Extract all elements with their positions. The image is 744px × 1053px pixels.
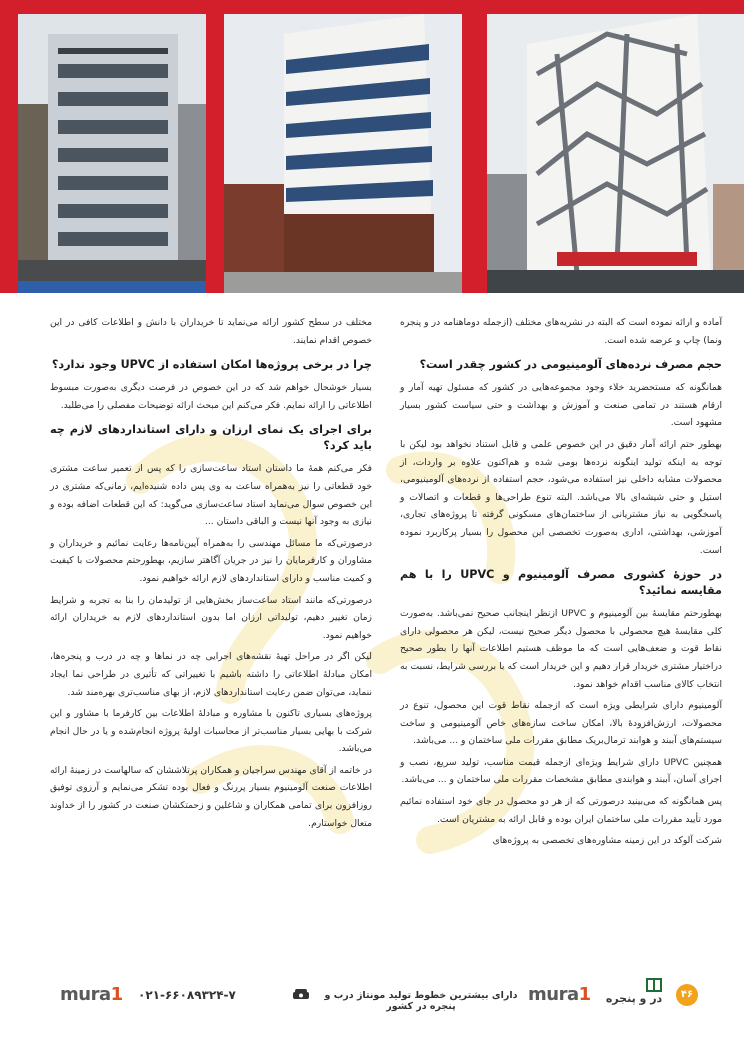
magazine-name: در و پنجره [605,992,663,1005]
paragraph: پس همانگونه که می‌بینید درصورتی که از هر دو محصول در جای خود استفاده نمائیم مورد تأیید مقررات ملی ساختمان ایران بوده و قابل ارائه به مشتریان است. [400,796,722,825]
magazine-logo [600,976,670,1010]
building-photo-2 [224,14,462,293]
murat-logo-right: mura1 [528,984,591,1005]
page-number-badge: ۴۶ [676,984,698,1006]
page-footer [0,982,744,1012]
paragraph: بهطورحتم مقایسۀ بین آلومینیوم و UPVC ازنظر اینجانب صحیح نمی‌باشد. به‌صورت کلی مقایسۀ هیچ محصولی با محصول دیگر صحیح نیست، لیکن هر محصولی دارای نقاط قوت و ضعف‌هایی است که ما موظف هستیم اطلاعات آنها را بطور صحیح دراختیار مشتری خریدار قرار دهیم و این خریدار است که با بررسی شرایط، نسبت به انتخاب کالای مناسب اقدام خواهد نمود. [400,608,722,690]
paragraph: آلومینیوم دارای شرایطی ویژه است که ازجمله نقاط قوت این محصول، تنوع در محصولات، ارزش‌افزودۀ بالا، امکان ساخت سازه‌های خاص آلومینیومی و ساخت سیستم‌های آببند و هوابند ترمال‌بریک مطابق مقررات ملی ساختمان و ... می‌باشد. [400,700,722,747]
paragraph: مختلف در سطح کشور ارائه می‌نماید تا خریداران با دانش و اطلاعات کافی در این خصوص اقدام نمایند. [50,317,372,346]
footer-slogan: دارای بیشترین خطوط تولید مونتاژ درب و پنجره در کشور [324,990,518,1012]
paragraph: درصورتی‌که مانند استاد ساعت‌ساز بخش‌هایی از تولیدمان را بنا به تجربه و شرایط زمان تغییر دهیم، تولیداتی ارزان اما بدون استانداردهای لازم به خریداران ارائه خواهیم نمود. [50,594,372,641]
phone-icon [292,988,310,1003]
article-column-right [400,314,722,854]
paragraph: درصورتی‌که ما مسائل مهندسی را به‌همراه آیین‌نامه‌ها رعایت نمائیم و خریداران و مشاوران و کارفرمایان را نیز در جریان آگاهتر سازیم، بهطورحتم محصولات با کیفیت و کمیت مناسب و دارای استانداردهای لازم ارائه خواهیم نمود. [50,537,372,584]
paragraph: شرکت آلوکد در این زمینه مشاوره‌های تخصصی به پروژه‌های [492,835,722,847]
section-heading: برای اجرای یک نمای ارزان و دارای استانداردهای لازم چه باید کرد؟ [50,423,372,453]
section-heading: حجم مصرف نرده‌های آلومینیومی در کشور چقدر است؟ [419,358,722,372]
paragraph: آماده و ارائه نموده است که البته در نشریه‌های مختلف (ازجمله دوماهنامه در و پنجره ونما) چاپ و عرضه شده است. [400,317,722,346]
murat-logo-left: mura1 [60,984,123,1005]
paragraph: لیکن اگر در مراحل تهیۀ نقشه‌های اجرایی چه در نماها و چه در درب و پنجره‌ها، امکان مبادلۀ اطلاعاتی را داشته باشیم با تغییراتی که تأثیری در طراحی نما ایجاد ننماید، می‌توان ضمن رعایت استانداردهای لازم، از بهای مناسب‌تری بهره‌مند شد. [50,651,372,698]
section-heading: در حوزۀ کشوری مصرف آلومینیوم و UPVC را با هم مقایسه نمائید؟ [400,568,722,598]
section-heading: چرا در برخی پروژه‌ها امکان استفاده از UPVC وجود ندارد؟ [51,358,372,372]
paragraph: همچنین UPVC دارای شرایط ویژه‌ای ازجمله قیمت مناسب، تولید سریع، نصب و اجرای آسان، آببند و هوابندی مطابق مشخصات مقررات ملی ساختمان و ... می‌باشد. [400,756,722,786]
paragraph: فکر می‌کنم همۀ ما داستان استاد ساعت‌سازی را که پس از تعمیر ساعت مشتری خود قطعاتی را نیز به‌همراه ساعت به وی پس داده شنیده‌ایم، زمانی‌که مشتری در این خصوص سوال می‌نماید استاد ساعت‌سازی می‌گوید: که این قطعات اضافه بوده و نیازی به وجود آنها نیست و الباقی داستان ... [50,463,372,528]
paragraph: پروژه‌های بسیاری تاکنون با مشاوره و مبادلۀ اطلاعات بین کارفرما با مشاور و این شرکت با بهایی بسیار مناسب‌تر از محاسبات اولیۀ پروژه انجام‌شده و یا در حال انجام می‌باشد. [50,708,372,755]
article-column-left [50,314,372,836]
building-photo-1 [18,14,206,293]
blue-bar [18,281,206,293]
paragraph: بسیار خوشحال خواهم شد که در این خصوص در فرصت دیگری به‌صورت مبسوط اطلاعاتی را ارائه نمایم. فکر می‌کنم این مبحث ارائه توضیحات مفصلی را می‌طلبد. [50,382,372,411]
phone-number: ۰۲۱-۶۶۰۸۹۳۲۴-۷ [138,988,236,1002]
paragraph: در خاتمه از آقای مهندس سراجیان و همکاران پرتلاششان که سالهاست در زمینۀ ارائه اطلاعات صنعت آلومینیوم بسیار پررنگ و فعال بوده تشکر می‌نمایم و آرزوی توفیق روزافزون برای تمامی همکاران و شاغلین و زحمتکشان صنعت در کشور را از خداوند متعال خواستارم. [49,764,372,829]
building-photo-3 [487,14,744,293]
photo-strip [0,0,744,293]
paragraph: بهطور حتم ارائه آمار دقیق در این خصوص علمی و قابل استناد نخواهد بود لیکن با توجه به اینکه تولید اینگونه نرده‌ها بومی شده و هم‌اکنون علاوه بر واردات، از محصولات مشابه داخلی نیز استفاده می‌شود، حجم استفاده از نرده‌های آلومینیومی، استیل و حتی شیشه‌ای بالا می‌باشد. البته تنوع طراحی‌ها و قطعات و اتصالات و پاسخگویی به نیاز مشتریانی از ساختمان‌های مسکونی گرفته تا پروژه‌های تجاری، آموزشی، بهداشتی، اداری به‌صورت تخصصی این محصول را بسیار پرکاربرد نموده است. [400,438,722,556]
paragraph: همانگونه که مستحضرید خلاء وجود مجموعه‌هایی در کشور که مسئول تهیه آمار و ارقام هستند در تمامی صنعت و آموزش و بهداشت و حتی سیاست کشور بسیار مشهود است. [400,382,722,429]
